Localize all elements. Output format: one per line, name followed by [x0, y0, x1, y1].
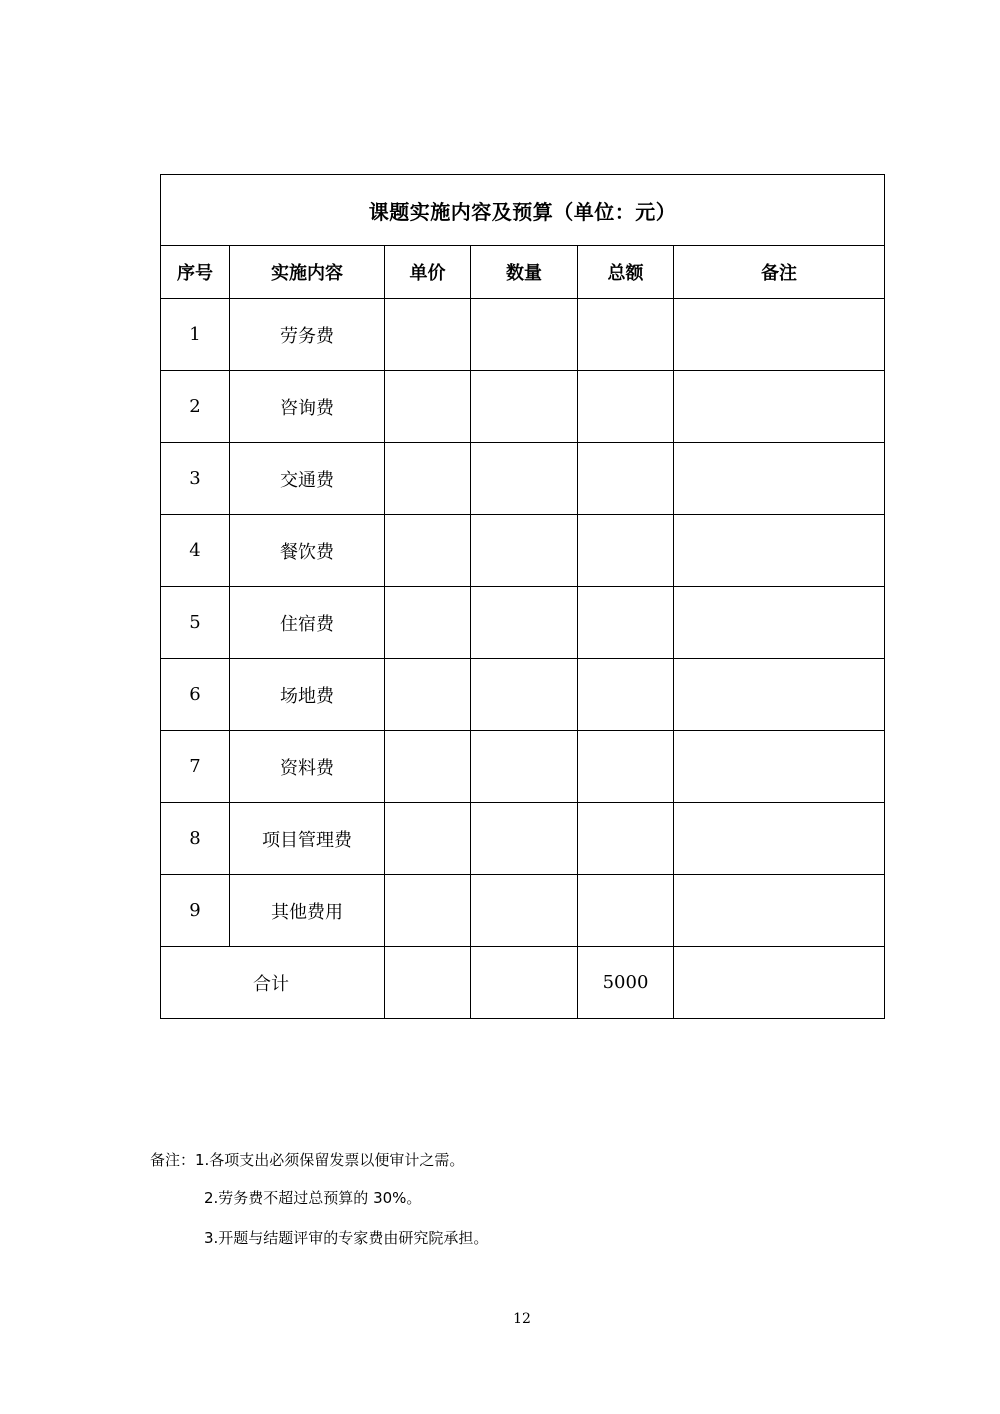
- row-remark: [674, 803, 885, 875]
- row-total: [578, 587, 674, 659]
- total-remark: [674, 947, 885, 1019]
- row-remark: [674, 875, 885, 947]
- table-row: [161, 803, 885, 875]
- table-total-row: [161, 947, 885, 1019]
- header-total: 总额: [578, 246, 674, 299]
- note-line-1: 备注：1.各项支出必须保留发票以便审计之需。: [150, 1151, 465, 1169]
- row-total: [578, 659, 674, 731]
- table-title-row: [161, 175, 885, 246]
- row-total: [578, 371, 674, 443]
- row-total: [578, 875, 674, 947]
- row-quantity: [471, 659, 578, 731]
- total-amount: 5000: [578, 947, 674, 1019]
- table-row: [161, 443, 885, 515]
- row-unit-price: [385, 443, 471, 515]
- row-total: [578, 731, 674, 803]
- row-remark: [674, 587, 885, 659]
- row-remark: [674, 299, 885, 371]
- row-item: 劳务费: [230, 299, 385, 371]
- note-line-3: 3.开题与结题评审的专家费由研究院承担。: [204, 1229, 489, 1247]
- page-number: 12: [513, 1311, 531, 1327]
- row-total: [578, 515, 674, 587]
- row-item: 其他费用: [230, 875, 385, 947]
- row-index: 9: [161, 875, 230, 947]
- row-item: 场地费: [230, 659, 385, 731]
- row-unit-price: [385, 731, 471, 803]
- total-label: 合计: [161, 947, 385, 1019]
- header-quantity: 数量: [471, 246, 578, 299]
- row-unit-price: [385, 515, 471, 587]
- row-item: 资料费: [230, 731, 385, 803]
- row-total: [578, 299, 674, 371]
- row-index: 3: [161, 443, 230, 515]
- row-index: 7: [161, 731, 230, 803]
- header-index: 序号: [161, 246, 230, 299]
- table-row: [161, 731, 885, 803]
- row-quantity: [471, 731, 578, 803]
- row-total: [578, 803, 674, 875]
- row-quantity: [471, 587, 578, 659]
- row-index: 5: [161, 587, 230, 659]
- budget-table: [160, 174, 885, 1019]
- row-quantity: [471, 515, 578, 587]
- row-unit-price: [385, 371, 471, 443]
- row-item: 餐饮费: [230, 515, 385, 587]
- row-item: 交通费: [230, 443, 385, 515]
- table-row: [161, 299, 885, 371]
- table-header-row: [161, 246, 885, 299]
- row-unit-price: [385, 803, 471, 875]
- row-index: 4: [161, 515, 230, 587]
- row-index: 2: [161, 371, 230, 443]
- total-quantity: [471, 947, 578, 1019]
- table-row: [161, 515, 885, 587]
- total-unit-price: [385, 947, 471, 1019]
- row-total: [578, 443, 674, 515]
- table-title: 课题实施内容及预算（单位：元）: [161, 175, 885, 246]
- row-index: 1: [161, 299, 230, 371]
- row-unit-price: [385, 587, 471, 659]
- row-unit-price: [385, 299, 471, 371]
- header-remark: 备注: [674, 246, 885, 299]
- row-unit-price: [385, 659, 471, 731]
- row-index: 8: [161, 803, 230, 875]
- row-remark: [674, 371, 885, 443]
- header-item: 实施内容: [230, 246, 385, 299]
- row-item: 住宿费: [230, 587, 385, 659]
- row-remark: [674, 731, 885, 803]
- note-line-2: 2.劳务费不超过总预算的 30%。: [204, 1189, 422, 1207]
- row-index: 6: [161, 659, 230, 731]
- row-remark: [674, 443, 885, 515]
- row-quantity: [471, 803, 578, 875]
- row-remark: [674, 515, 885, 587]
- row-item: 项目管理费: [230, 803, 385, 875]
- table-row: [161, 875, 885, 947]
- table-row: [161, 587, 885, 659]
- row-quantity: [471, 371, 578, 443]
- row-item: 咨询费: [230, 371, 385, 443]
- row-unit-price: [385, 875, 471, 947]
- table-row: [161, 659, 885, 731]
- row-quantity: [471, 875, 578, 947]
- row-quantity: [471, 443, 578, 515]
- header-unit-price: 单价: [385, 246, 471, 299]
- row-remark: [674, 659, 885, 731]
- row-quantity: [471, 299, 578, 371]
- table-row: [161, 371, 885, 443]
